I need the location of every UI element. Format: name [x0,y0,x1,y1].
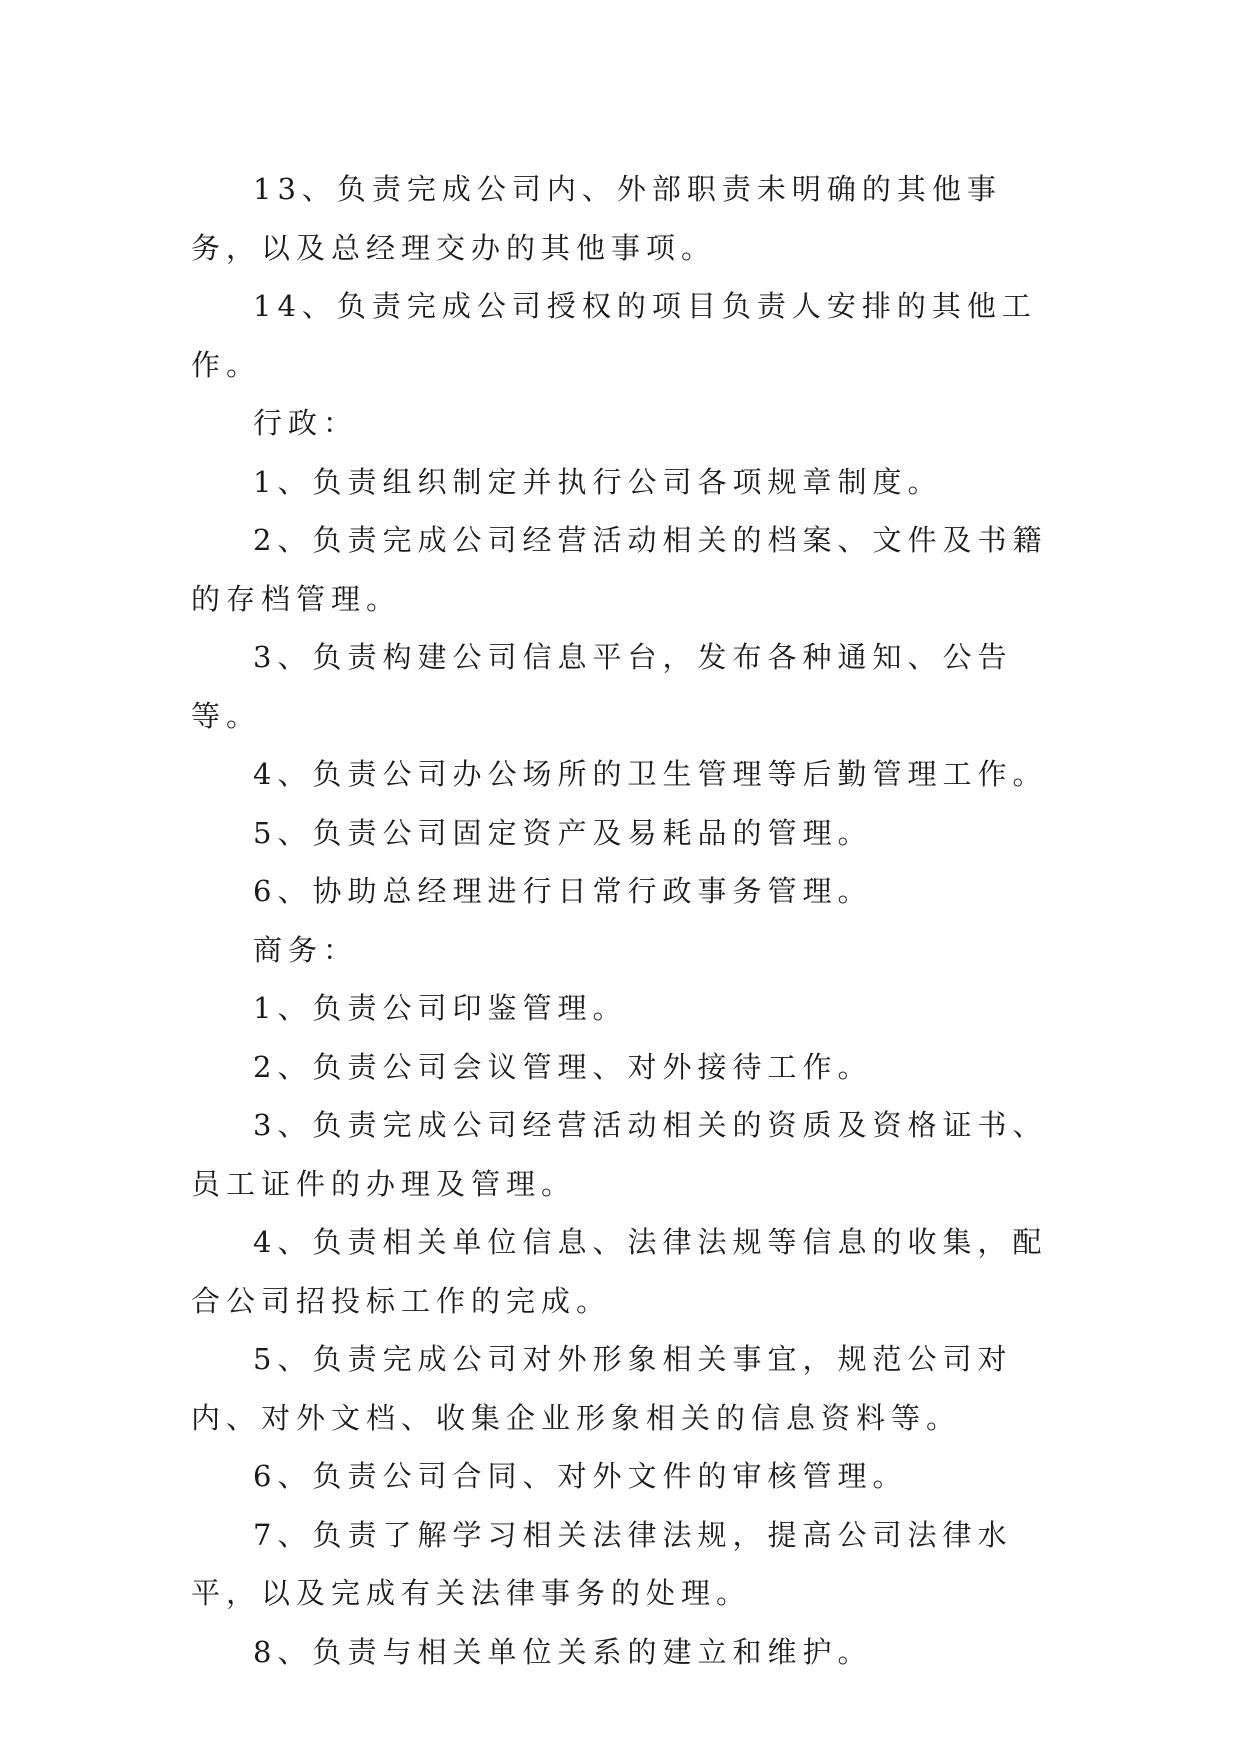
business-item-2: 2、负责公司会议管理、对外接待工作。 [253,1049,873,1084]
business-item-5: 5、负责完成公司对外形象相关事宜，规范公司对内、对外文档、收集企业形象相关的信息资料等。 [191,1342,1013,1435]
admin-item-1: 1、负责组织制定并执行公司各项规章制度。 [253,464,943,499]
admin-item-3: 3、负责构建公司信息平台，发布各种通知、公告等。 [191,640,1013,733]
business-item-4: 4、负责相关单位信息、法律法规等信息的收集，配合公司招投标工作的完成。 [191,1225,1048,1318]
section-heading-admin: 行政： [253,406,359,440]
paragraph-13: 13、负责完成公司内、外部职责未明确的其他事务，以及总经理交办的其他事项。 [191,172,1002,265]
business-item-3: 3、负责完成公司经营活动相关的资质及资格证书、员工证件的办理及管理。 [191,1108,1048,1201]
admin-item-2: 2、负责完成公司经营活动相关的档案、文件及书籍的存档管理。 [191,523,1048,616]
business-item-8: 8、负责与相关单位关系的建立和维护。 [253,1634,873,1669]
business-item-7: 7、负责了解学习相关法律法规，提高公司法律水平，以及完成有关法律事务的处理。 [191,1517,1013,1610]
admin-item-5: 5、负责公司固定资产及易耗品的管理。 [253,815,873,850]
business-item-6: 6、负责公司合同、对外文件的审核管理。 [253,1459,908,1493]
paragraph-14: 14、负责完成公司授权的项目负责人安排的其他工作。 [191,289,1037,382]
document-body [191,160,1061,1681]
section-heading-business: 商务： [253,932,359,967]
admin-item-6: 6、协助总经理进行日常行政事务管理。 [253,874,873,908]
admin-item-4: 4、负责公司办公场所的卫生管理等后勤管理工作。 [253,757,1048,791]
business-item-1: 1、负责公司印鉴管理。 [253,991,628,1025]
